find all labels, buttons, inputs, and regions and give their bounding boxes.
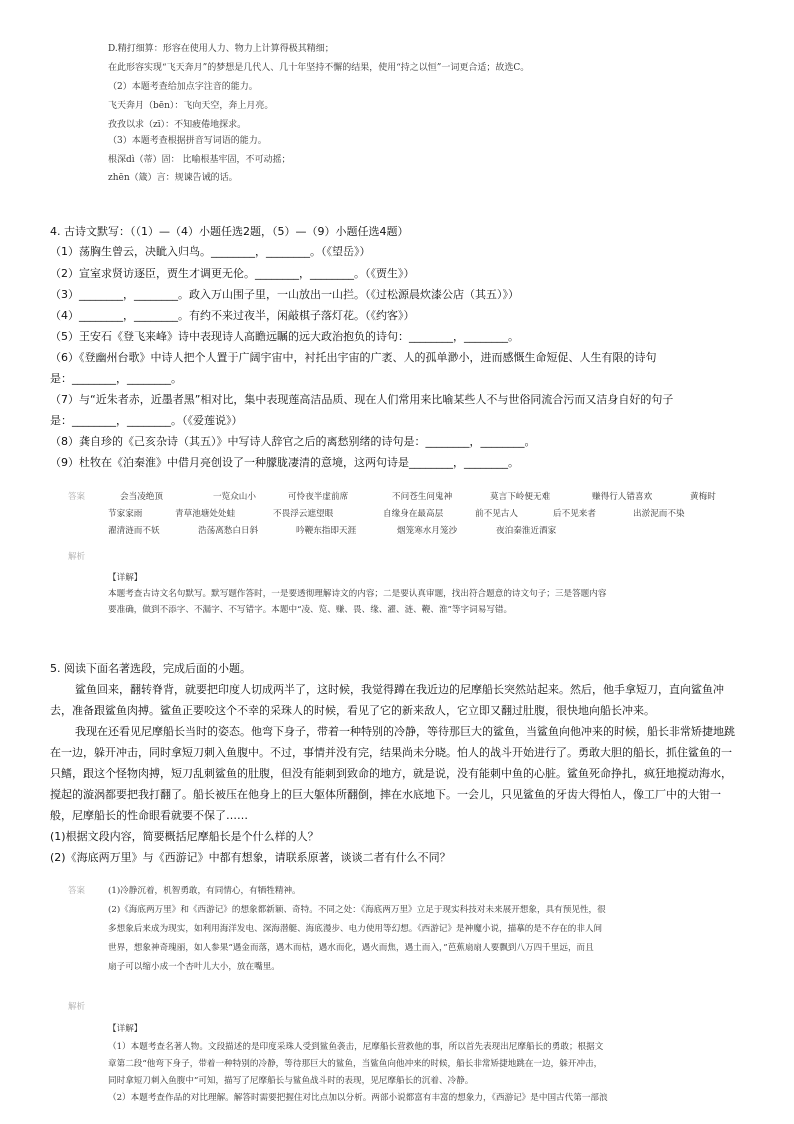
question-item: （3）________，________。政入万山围子里，一山放出一山拦。（《过松源晨炊漆公店（其五）》） xyxy=(50,288,519,301)
passage-line: 鲨鱼回来，翻转脊背，就要把印度人切成两半了，这时候，我觉得蹲在我近边的尼摩船长突然站起来。然后，他手拿短刀，直向鲨鱼冲 xyxy=(75,683,724,696)
answer-line: 扇子可以缩小成一个杏叶儿大小，放在嘴里。 xyxy=(108,962,280,972)
question-item: （4）________，________。有约不来过夜半，闲敲棋子落灯花。（《约客》） xyxy=(50,309,415,322)
analysis-line: 孜孜以求（zī）：不知疲倦地探求。 xyxy=(108,120,247,130)
answer-item: 可怜夜半虚前席 xyxy=(288,492,349,502)
detail-line: 同时拿短刀刺入鱼腹中”可知，描写了尼摩船长与鲨鱼战斗时的表现，见尼摩船长的沉着、冷静。 xyxy=(108,1076,474,1086)
answer-item: 黄梅时 xyxy=(690,492,716,502)
passage-line: 搅起的漩涡都要把我打翻了。船长被压在他身上的巨大躯体所翻倒，摔在水底地下。一会儿，只见鲨鱼的牙齿大得怕人，像工厂中的大钳一 xyxy=(50,788,721,801)
question-item: （6）《登幽州台歌》中诗人把个人置于广阔宇宙中，衬托出宇宙的广袤、人的孤单渺小，进而感慨生命短促、人生有限的诗句 xyxy=(50,351,657,364)
answer-item: 赚得行人错喜欢 xyxy=(592,492,653,502)
sub-question: (1)根据文段内容，简要概括尼摩船长是个什么样的人？ xyxy=(50,830,319,843)
answer-item: 浩荡离愁白日斜 xyxy=(198,526,259,536)
answer-label: 答案 xyxy=(68,492,86,502)
detail-line: 要准确，做到不添字、不漏字、不写错字。本题中“凌、览、赚、畏、缘、濯、涟、鞭、淮”等字词易写错。 xyxy=(108,605,513,615)
answer-item: 出淤泥而不染 xyxy=(633,509,685,519)
question-item: 是：________，________。（《爱莲说》） xyxy=(50,414,243,427)
answer-item: 自缘身在最高层 xyxy=(383,509,444,519)
answer-item: 会当凌绝顶 xyxy=(120,492,163,502)
passage-line: 只鳍，跟这个怪物肉搏，短刀乱刺鲨鱼的肚腹，但没有能刺到致命的地方，就是说，没有能刺中鱼的心脏。鲨鱼死命挣扎，疯狂地搅动海水， xyxy=(50,767,732,780)
passage-line: 在一边，躲开冲击，同时拿短刀刺入鱼腹中。不过，事情并没有完，结果尚未分晓。怕人的战斗开始进行了。勇敢大胆的船长，抓住鲨鱼的一 xyxy=(50,746,732,759)
passage-line: 般，尼摩船长的性命眼看就要不保了…… xyxy=(50,809,248,822)
analysis-label: 解析 xyxy=(68,552,86,562)
answer-item: 一览众山小 xyxy=(213,492,256,502)
answer-item: 濯清涟而不妖 xyxy=(108,526,160,536)
sub-question: (2)《海底两万里》与《西游记》中都有想象，请联系原著，谈谈二者有什么不同？ xyxy=(50,851,451,864)
answer-item: 节家家雨 xyxy=(108,509,143,519)
answer-item: 吟鞭东指即天涯 xyxy=(296,526,357,536)
question-item: 是：________，________。 xyxy=(50,372,182,385)
analysis-line: zhēn（箴）言：规谏告诫的话。 xyxy=(108,173,238,183)
question-item: （7）与“近朱者赤，近墨者黑”相对比，集中表现莲高洁品质、现在人们常用来比喻某些人不与世俗同流合污而又洁身自好的句子 xyxy=(50,393,674,406)
detail-line: （1）本题考查名著人物。文段描述的是印度采珠人受到鲨鱼袭击，尼摩船长营救他的事，所以首先表现出尼摩船长的勇敢；根据文 xyxy=(108,1042,604,1052)
answer-item: 前不见古人 xyxy=(475,509,518,519)
analysis-line: 飞天奔月（bēn）：飞向天空，奔上月亮。 xyxy=(108,101,274,111)
answer-item: 莫言下岭便无难 xyxy=(490,492,551,502)
detail-label: 【详解】 xyxy=(108,573,143,583)
detail-line: 章第二段“他弯下身子，带着一种特别的冷静，等待那巨大的鲨鱼，当鲨鱼向他冲来的时候，船长非常矫捷地跳在一边，躲开冲击， xyxy=(108,1059,603,1069)
analysis-line: D.精打细算：形容在使用人力、物力上计算得极其精细； xyxy=(108,44,334,54)
analysis-line: 根深dì（蒂）固： 比喻根基牢固，不可动摇； xyxy=(108,155,291,165)
question-title: 5. 阅读下面名著选段，完成后面的小题。 xyxy=(50,662,251,675)
analysis-line: （3）本题考查根据拼音写词语的能力。 xyxy=(108,136,267,146)
answer-line: 世界，想象神奇瑰丽，如人参果“遇金而落，遇木而枯，遇水而化，遇火而焦，遇土而入，”芭蕉扇扇人要飘到八万四千里远，而且 xyxy=(108,943,594,953)
answer-line: (1)冷静沉着，机智勇敢，有同情心，有牺牲精神。 xyxy=(108,886,301,896)
question-item: （8）龚自珍的《己亥杂诗（其五）》中写诗人辞官之后的离愁别绪的诗句是：________，________。 xyxy=(50,435,536,448)
answer-label: 答案 xyxy=(68,886,86,896)
question-title: 4. 古诗文默写：（（1）—（4）小题任选2题，（5）—（9）小题任选4题） xyxy=(50,225,409,238)
question-item: （9）杜牧在《泊秦淮》中借月亮创设了一种朦胧凄清的意境，这两句诗是________，________。 xyxy=(50,456,519,469)
answer-item: 烟笼寒水月笼沙 xyxy=(397,526,458,536)
question-item: （5）王安石《登飞来峰》诗中表现诗人高瞻远瞩的远大政治抱负的诗句：________，________。 xyxy=(50,330,519,343)
analysis-line: 在此形容实现“飞天奔月”的梦想是几代人、几十年坚持不懈的结果，使用“持之以恒”一词更合适；故选C。 xyxy=(108,63,530,73)
answer-item: 后不见来者 xyxy=(553,509,596,519)
detail-line: （2）本题考查作品的对比理解。解答时需要把握住对比点加以分析。两部小说都富有丰富的想象力，《西游记》是中国古代第一部浪 xyxy=(108,1093,608,1103)
answer-item: 夜泊秦淮近酒家 xyxy=(496,526,557,536)
answer-item: 青草池塘处处蛙 xyxy=(175,509,236,519)
answer-line: (2)《海底两万里》和《西游记》的想象都新颖、奇特。不同之处：《海底两万里》立足于现实科技对未来展开想象，具有预见性，很 xyxy=(108,905,606,915)
analysis-label: 解析 xyxy=(68,1002,86,1012)
question-item: （2）宣室求贤访逐臣，贾生才调更无伦。________，________。（《贾生》） xyxy=(50,267,415,280)
analysis-line: （2）本题考查给加点字注音的能力。 xyxy=(108,82,258,92)
passage-line: 去，准备跟鲨鱼肉搏。鲨鱼正要咬这个不幸的采珠人的时候，看见了它的新来敌人，它立即又翻过肚腹，很快地向船长冲来。 xyxy=(50,704,655,717)
answer-item: 不问苍生问鬼神 xyxy=(392,492,453,502)
answer-line: 多想象后来成为现实，如利用海洋发电、深海潜艇、海底漫步、电力使用等幻想。《西游记》是神魔小说，描摹的是不存在的非人间 xyxy=(108,924,603,934)
passage-line: 我现在还看见尼摩船长当时的姿态。他弯下身子，带着一种特别的冷静，等待那巨大的鲨鱼，当鲨鱼向他冲来的时候，船长非常矫捷地跳 xyxy=(75,725,735,738)
detail-label: 【详解】 xyxy=(108,1024,143,1034)
question-item: （1）荡胸生曾云，决眦入归鸟。________，________。（《望岳》） xyxy=(50,245,371,258)
answer-item: 不畏浮云遮望眼 xyxy=(273,509,334,519)
detail-line: 本题考查古诗文名句默写。默写题作答时，一是要透彻理解诗文的内容；二是要认真审题，找出符合题意的诗文句子；三是答题内容 xyxy=(108,589,607,599)
